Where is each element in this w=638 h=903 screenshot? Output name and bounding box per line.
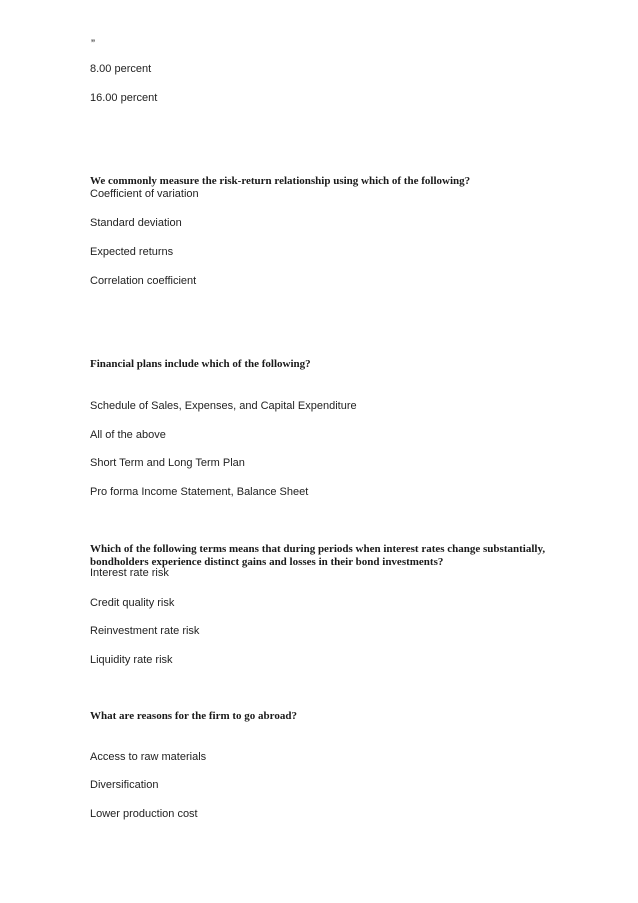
answer-option: Diversification bbox=[90, 779, 159, 791]
answer-option: Interest rate risk bbox=[90, 567, 169, 579]
answer-option: Access to raw materials bbox=[90, 751, 207, 763]
answer-option: Liquidity rate risk bbox=[90, 654, 173, 666]
answer-option: Lower production cost bbox=[90, 808, 198, 820]
answer-option: Short Term and Long Term Plan bbox=[90, 457, 245, 469]
question-text: We commonly measure the risk-return relationship using which of the following? bbox=[90, 175, 471, 187]
answer-option: Schedule of Sales, Expenses, and Capital Expenditure bbox=[90, 400, 357, 412]
question-text-line-1: Which of the following terms means that during periods when interest rates change substantially, bbox=[90, 543, 546, 555]
answer-option: 8.00 percent bbox=[90, 63, 152, 75]
answer-option: Expected returns bbox=[90, 246, 174, 258]
answer-option: Coefficient of variation bbox=[90, 188, 199, 200]
answer-option: All of the above bbox=[90, 429, 166, 441]
question-text: What are reasons for the firm to go abroad? bbox=[90, 710, 297, 722]
question-text-line-2: bondholders experience distinct gains and losses in their bond investments? bbox=[90, 556, 444, 568]
answer-option: Credit quality risk bbox=[90, 597, 175, 609]
answer-option: Pro forma Income Statement, Balance Sheet bbox=[90, 486, 309, 498]
quote-mark: ” bbox=[91, 37, 95, 51]
answer-option: Reinvestment rate risk bbox=[90, 625, 200, 637]
answer-option: Correlation coefficient bbox=[90, 275, 197, 287]
answer-option: 16.00 percent bbox=[90, 92, 158, 104]
answer-option: Standard deviation bbox=[90, 217, 182, 229]
question-text: Financial plans include which of the following? bbox=[90, 358, 311, 370]
